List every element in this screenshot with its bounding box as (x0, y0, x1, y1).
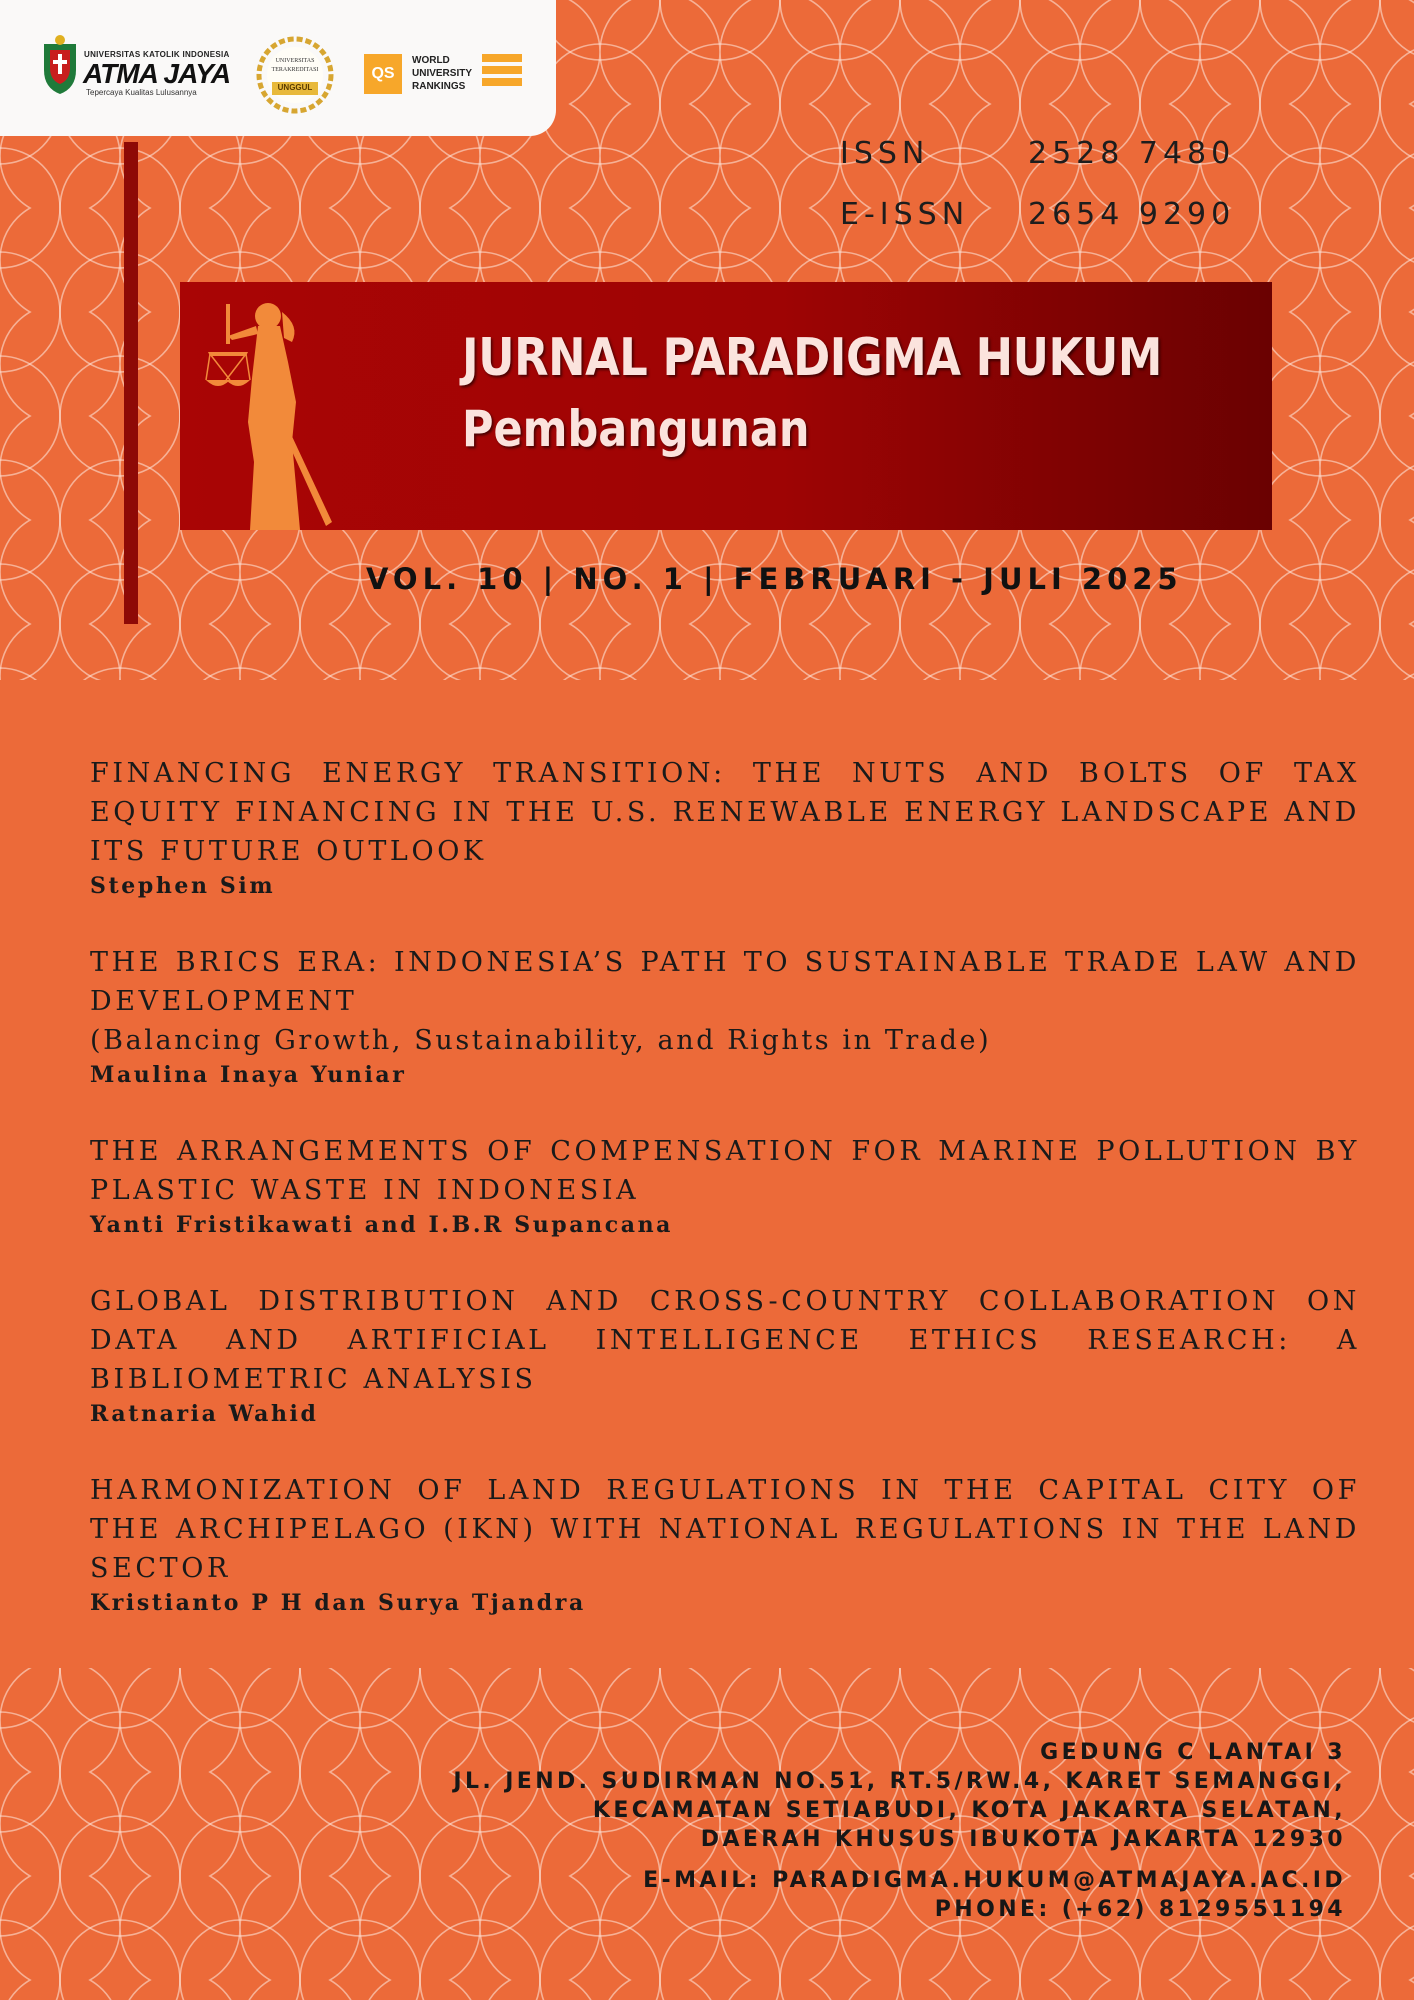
journal-title: JURNAL PARADIGMA HUKUM (462, 328, 1162, 388)
atma-jaya-tagline: Tepercaya Kualitas Lulusannya (86, 88, 197, 97)
article-author: Kristianto P H dan Surya Tjandra (90, 1590, 586, 1616)
contact-phone: PHONE: (+62) 8129551194 (934, 1897, 1346, 1922)
article-3 (90, 1132, 1360, 1240)
article-4 (90, 1282, 1360, 1429)
qs-bars-icon (482, 54, 522, 94)
qs-text (412, 54, 472, 93)
article-title: HARMONIZATION OF LAND REGULATIONS IN THE CAPITAL CITY OF THE ARCHIPELAGO (IKN) WITH NATIONAL REGULATIONS IN THE LAND SECTOR (90, 1475, 1360, 1584)
laurel-wreath-icon (256, 36, 334, 114)
article-title: THE ARRANGEMENTS OF COMPENSATION FOR MARINE POLLUTION BY PLASTIC WASTE IN INDONESIA (90, 1136, 1360, 1206)
journal-banner (180, 282, 1272, 530)
qs-line1: WORLD (412, 55, 450, 66)
issn-print-value: 2528 7480 (1028, 136, 1236, 171)
vertical-accent-line (124, 142, 138, 624)
accreditation-unggul-badge (256, 36, 334, 114)
qs-line2: UNIVERSITY (412, 68, 473, 79)
article-author: Stephen Sim (90, 873, 276, 899)
atma-jaya-brand: ATMA JAYA (83, 58, 231, 89)
qs-mark: QS (364, 54, 402, 94)
atma-jaya-logo (40, 30, 240, 100)
article-author: Maulina Inaya Yuniar (90, 1062, 407, 1088)
qs-world-university-rankings-logo (364, 54, 524, 98)
contact-address-line1: JL. JEND. SUDIRMAN NO.51, RT.5/RW.4, KARET SEMANGGI, (453, 1769, 1346, 1794)
issn-print (840, 136, 1280, 171)
journal-subtitle: Pembangunan (462, 400, 810, 458)
contact-address-line3: DAERAH KHUSUS IBUKOTA JAKARTA 12930 (700, 1827, 1346, 1852)
atma-jaya-university-name: UNIVERSITAS KATOLIK INDONESIA (84, 50, 230, 59)
article-2 (90, 943, 1360, 1090)
issn-online-value: 2654 9290 (1028, 197, 1236, 232)
contact-address-line2: KECAMATAN SETIABUDI, KOTA JAKARTA SELATAN, (592, 1798, 1346, 1823)
contact-address-block (453, 1738, 1346, 1924)
issn-online-label: E-ISSN (840, 197, 970, 232)
article-title: THE BRICS ERA: INDONESIA’S PATH TO SUSTAINABLE TRADE LAW AND DEVELOPMENT (90, 947, 1360, 1017)
atma-jaya-crest-icon (40, 34, 80, 96)
article-author: Ratnaria Wahid (90, 1401, 319, 1427)
logo-panel (0, 0, 556, 136)
table-of-contents (90, 754, 1360, 1660)
article-5 (90, 1471, 1360, 1618)
contact-email: E-MAIL: PARADIGMA.HUKUM@ATMAJAYA.AC.ID (643, 1868, 1346, 1893)
qs-line3: RANKINGS (412, 81, 466, 92)
article-title: GLOBAL DISTRIBUTION AND CROSS-COUNTRY COLLABORATION ON DATA AND ARTIFICIAL INTELLIGENCE ETHICS RESEARCH: A BIBLIOMETRIC ANALYSIS (90, 1286, 1360, 1395)
lady-justice-icon (192, 282, 342, 530)
article-author: Yanti Fristikawati and I.B.R Supancana (90, 1212, 674, 1238)
accreditation-line2: TERAKREDITASI (271, 67, 319, 73)
issn-online (840, 197, 1280, 232)
accreditation-line1: UNIVERSITAS (275, 58, 315, 64)
article-subtitle: (Balancing Growth, Sustainability, and Rights in Trade) (90, 1025, 992, 1056)
contact-building: GEDUNG C LANTAI 3 (1040, 1740, 1346, 1765)
article-title: FINANCING ENERGY TRANSITION: THE NUTS AND BOLTS OF TAX EQUITY FINANCING IN THE U.S. RENEWABLE ENERGY LANDSCAPE AND ITS FUTURE OUTLOOK (90, 758, 1360, 867)
volume-issue-line: VOL. 10 | NO. 1 | FEBRUARI - JULI 2025 (366, 562, 1183, 596)
issn-print-label: ISSN (840, 136, 930, 171)
article-1 (90, 754, 1360, 901)
accreditation-badge-text: UNGGUL (277, 83, 313, 92)
